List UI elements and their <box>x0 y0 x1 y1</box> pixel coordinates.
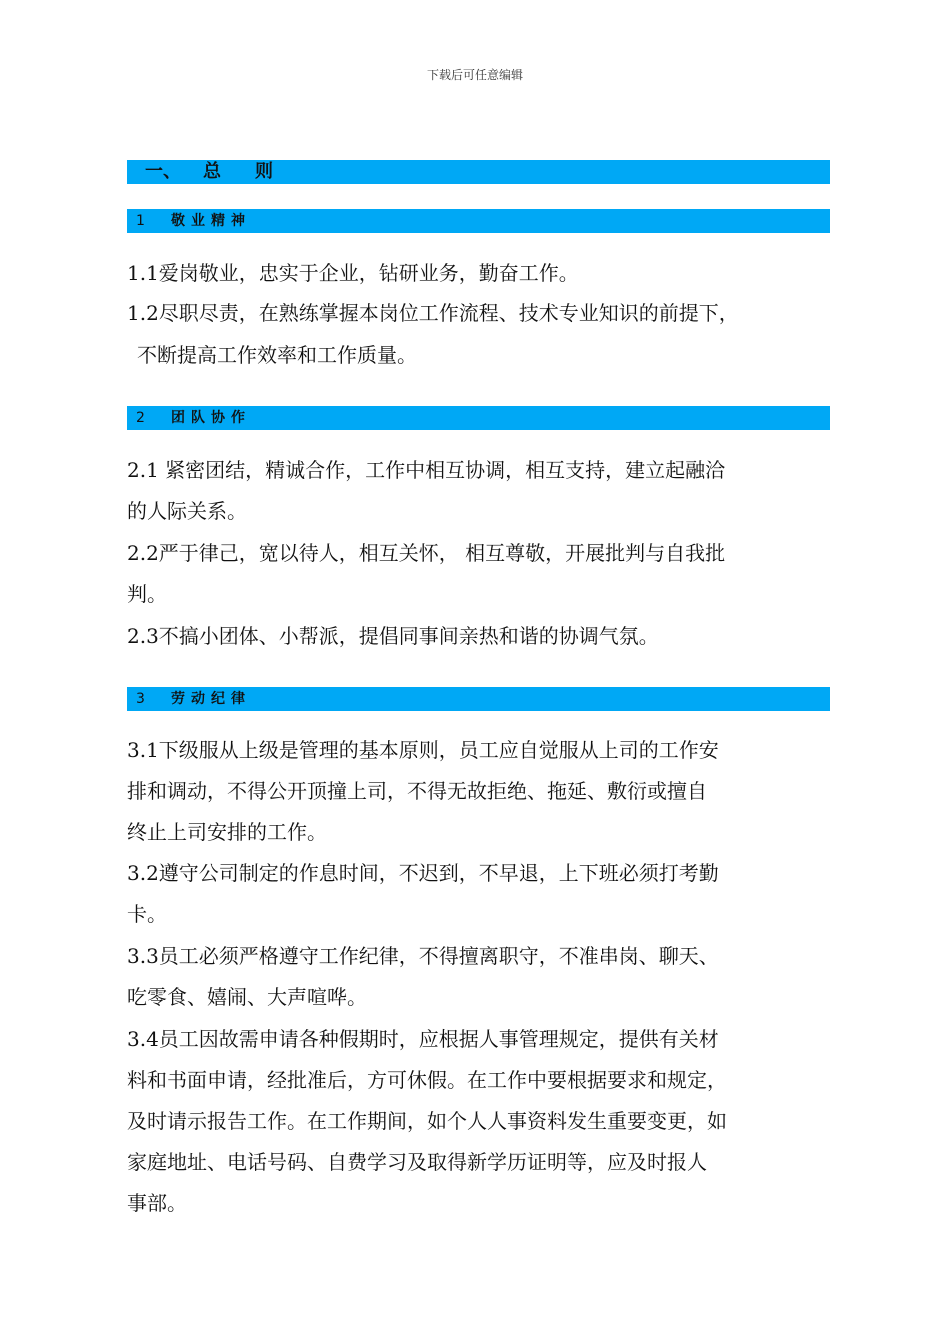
section-number: 1 <box>136 213 145 229</box>
text-line: 2.1 紧密团结，精诚合作，工作中相互协调，相互支持，建立起融洽 <box>127 458 726 482</box>
text-line: 不断提高工作效率和工作质量。 <box>137 343 417 367</box>
text-line: 3.2遵守公司制定的作息时间，不迟到，不早退，上下班必须打考勤 <box>127 861 719 885</box>
section-title: 敬业精神 <box>171 213 251 229</box>
text-line: 3.1下级服从上级是管理的基本原则，员工应自觉服从上司的工作安 <box>127 738 719 762</box>
text-line: 料和书面申请，经批准后，方可休假。在工作中要根据要求和规定， <box>127 1068 727 1092</box>
section-title: 团队协作 <box>171 410 251 426</box>
section-number: 2 <box>136 410 145 426</box>
text-line: 的人际关系。 <box>127 499 247 523</box>
text-line: 吃零食、嬉闹、大声喧哗。 <box>127 985 367 1009</box>
section-number: 3 <box>136 691 145 707</box>
text-line: 2.2严于律己，宽以待人，相互关怀， 相互尊敬，开展批判与自我批 <box>127 541 726 565</box>
text-line: 终止上司安排的工作。 <box>127 820 327 844</box>
section-heading <box>127 209 830 233</box>
text-line: 2.3不搞小团体、小帮派，提倡同事间亲热和谐的协调气氛。 <box>127 624 659 648</box>
section-heading <box>127 687 830 711</box>
text-line: 家庭地址、电话号码、自费学习及取得新学历证明等，应及时报人 <box>127 1150 707 1174</box>
chapter-title-part2: 则 <box>255 161 273 182</box>
text-line: 卡。 <box>127 902 167 926</box>
section-heading <box>127 406 830 430</box>
text-line: 1.2尽职尽责，在熟练掌握本岗位工作流程、技术专业知识的前提下， <box>127 301 739 325</box>
text-line: 1.1爱岗敬业，忠实于企业，钻研业务，勤奋工作。 <box>127 261 579 285</box>
text-line: 3.3员工必须严格遵守工作纪律，不得擅离职守，不准串岗、聊天、 <box>127 944 719 968</box>
text-line: 及时请示报告工作。在工作期间，如个人人事资料发生重要变更，如 <box>127 1109 727 1133</box>
text-line: 事部。 <box>127 1191 187 1215</box>
text-line: 3.4员工因故需申请各种假期时，应根据人事管理规定，提供有关材 <box>127 1027 719 1051</box>
section-title: 劳动纪律 <box>171 691 251 707</box>
text-line: 判。 <box>127 582 167 606</box>
chapter-number: 一、 <box>145 161 181 182</box>
chapter-title-part1: 总 <box>203 161 221 182</box>
chapter-heading <box>127 160 830 184</box>
header-note: 下载后可任意编辑 <box>426 68 523 82</box>
text-line: 排和调动，不得公开顶撞上司，不得无故拒绝、拖延、敷衍或擅自 <box>127 779 707 803</box>
